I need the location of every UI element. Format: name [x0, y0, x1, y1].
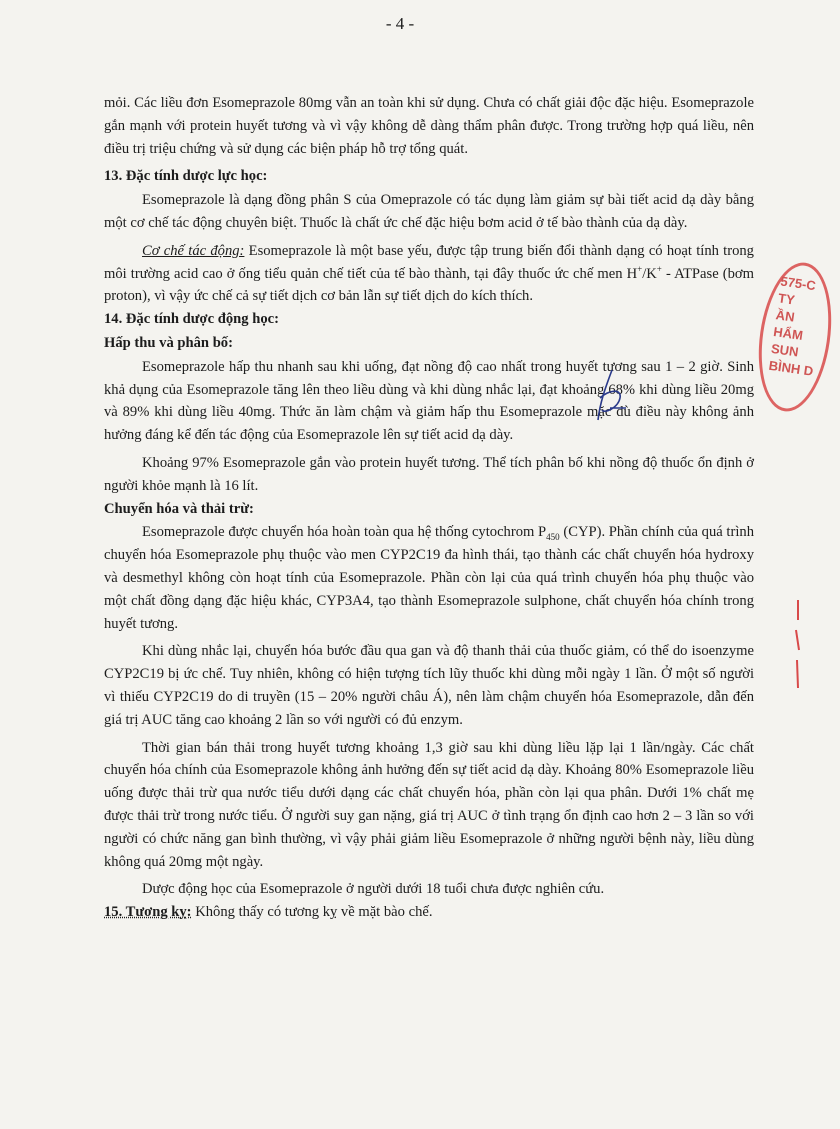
mechanism-sup-1: + — [637, 263, 643, 274]
mechanism-text-a: Esomeprazole là một base yếu, được tập trung biến đổi thành dạng có hoạt tính trong môi trường acid cao ở ống tiểu quản chế tiết của tế bào thành, tại đây thuốc ức chế men H — [104, 242, 754, 282]
elimination-paragraph: Thời gian bán thải trong huyết tương khoảng 1,3 giờ sau khi dùng liều lặp lại 1 lần/ngày. Các chất chuyển hóa chính của Esomeprazole không ảnh hưởng đến sự tiết acid dạ dày. Khoảng 80% Esomeprazole liều uống được thải trừ qua nước tiểu dưới dạng các chất chuyển hóa, phần còn lại qua phân. Dưới 1% chất mẹ được thải trừ trong nước tiểu. Ở người suy gan nặng, giá trị AUC ở tình trạng ổn định cao hơn 2 – 3 lần so với người có chức năng gan bình thường, vì vậy phải giảm liều Esomeprazole ở những người bệnh này, liều dùng không quá 20mg một ngày. — [104, 739, 754, 870]
metabolism-text-a: Esomeprazole được chuyển hóa hoàn toàn qua hệ thống cytochrom P — [142, 524, 547, 541]
edge-stamp-mark — [792, 600, 800, 690]
incompatibility-text: Không thấy có tương kỵ về mặt bào chế. — [191, 904, 433, 921]
section-14-heading: 14. Đặc tính dược động học: — [104, 311, 279, 328]
signature-initials — [592, 368, 632, 428]
mechanism-label: Cơ chế tác động: — [142, 242, 245, 259]
document-body — [104, 92, 754, 924]
metabolism-text-b: (CYP). Phần chính của quá trình chuyển hóa Esomeprazole phụ thuộc vào men CYP2C19 đa hình thái, tạo thành các chất chuyển hóa hydroxy và desmethyl không còn hoạt tính của Esomeprazole. Phần còn lại của quá trình chuyển hóa phụ thuộc vào một chất đồng dạng đặc hiệu khác, CYP3A4, tạo thành Esomeprazole sulphone, chất chuyển hóa chính trong huyết tương. — [104, 524, 754, 632]
distribution-paragraph: Khoảng 97% Esomeprazole gắn vào protein huyết tương. Thể tích phân bố khi nồng độ thuốc ổn định ở người khỏe mạnh là 16 lít. — [104, 454, 754, 494]
stamp-line-2: TY — [777, 290, 796, 308]
mechanism-sup-2: + — [656, 263, 662, 274]
overdose-paragraph: mỏi. Các liều đơn Esomeprazole 80mg vẫn an toàn khi sử dụng. Chưa có chất giải độc đặc hiệu. Esomeprazole gắn mạnh với protein huyết tương và vì vậy không dễ dàng thẩm phân được. Trong trường hợp quá liều, nên điều trị triệu chứng và sử dụng các biện pháp hỗ trợ tổng quát. — [104, 95, 754, 157]
incompatibility-paragraph — [104, 901, 754, 924]
company-stamp — [750, 258, 840, 416]
stamp-line-3: ẦN — [774, 307, 796, 325]
repeat-dose-paragraph: Khi dùng nhắc lại, chuyển hóa bước đầu qua gan và độ thanh thải của thuốc giảm, có thể do isoenzyme CYP2C19 bị ức chế. Tuy nhiên, không có hiện tượng tích lũy thuốc khi dùng mỗi ngày 1 lần. Ở một số người vì thiếu CYP2C19 do di truyền (15 – 20% người châu Á), nên làm chậm chuyển hóa Esomeprazole, dẫn đến giá trị AUC tăng cao khoảng 2 lần so với người có đủ enzym. — [104, 643, 754, 728]
pharmacodynamics-paragraph: Esomeprazole là dạng đồng phân S của Omeprazole có tác dụng làm giảm sự bài tiết acid dạ dày bằng một cơ chế tác động chuyên biệt. Thuốc là chất ức chế đặc hiệu bơm acid ở tế bào thành của dạ dày. — [104, 192, 754, 231]
absorption-heading: Hấp thu và phân bố: — [104, 334, 233, 351]
metabolism-heading: Chuyển hóa và thải trừ: — [104, 500, 254, 517]
page-number: - 4 - — [385, 14, 415, 33]
absorption-paragraph: Esomeprazole hấp thu nhanh sau khi uống, đạt nồng độ cao nhất trong huyết tương sau 1 – 2 giờ. Sinh khả dụng của Esomeprazole tăng lên theo liều dùng và khi dùng nhắc lại, đạt khoảng 68% khi dùng liều 20mg và 89% khi dùng liều 40mg. Thức ăn làm chậm và giảm hấp thu Esomeprazole mặc dù điều này không ảnh hưởng đáng kể đến tác động của Esomeprazole lên sự tiết acid dạ dày. — [104, 358, 754, 444]
metabolism-paragraph — [104, 521, 754, 635]
stamp-line-1: 575-C — [779, 273, 817, 294]
cytochrome-subscript: 450 — [546, 532, 560, 543]
pediatric-paragraph: Dược động học của Esomeprazole ở người dưới 18 tuổi chưa được nghiên cứu. — [142, 881, 605, 898]
mechanism-text-c: - ATPase (bơm proton), vì vậy ức chế cả sự tiết dịch cơ bản lẫn sự tiết dịch do kích thích. — [104, 265, 754, 305]
mechanism-text-b: /K — [642, 265, 657, 282]
stamp-line-6: BÌNH D — [767, 357, 815, 379]
section-15-heading: 15. Tương kỵ: — [104, 904, 192, 921]
stamp-line-5: SUN — [770, 340, 800, 360]
stamp-line-4: HẨM — [772, 324, 804, 344]
mechanism-paragraph — [104, 240, 754, 308]
section-13-heading: 13. Đặc tính dược lực học: — [104, 168, 268, 185]
